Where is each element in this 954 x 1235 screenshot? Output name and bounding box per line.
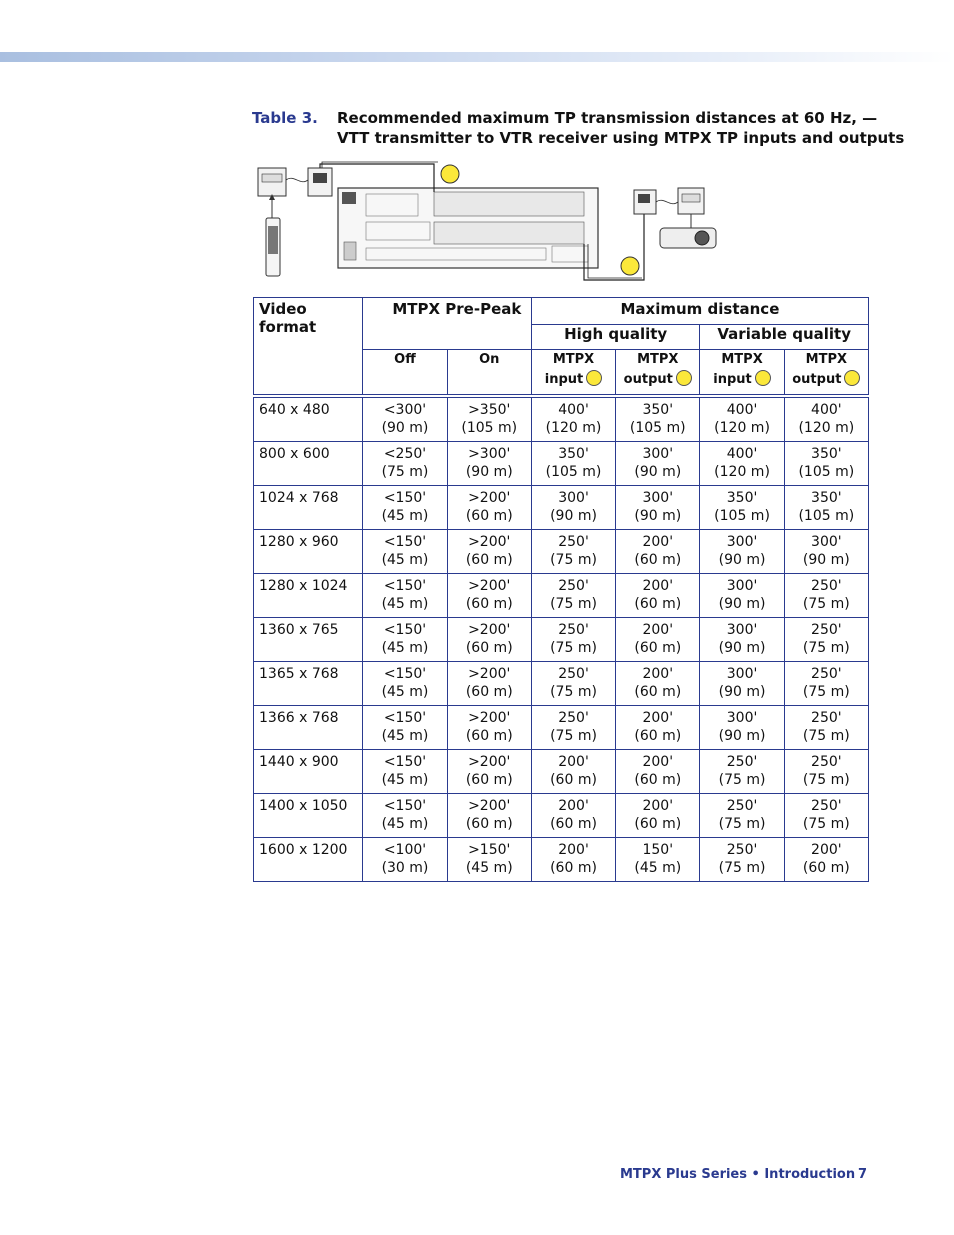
distance-cell-hq-in: 250' (75 m) bbox=[531, 618, 615, 662]
output-marker-icon bbox=[844, 370, 860, 386]
table-title-line-2: VTT transmitter to VTR receiver using MTPX TP inputs and outputs bbox=[337, 129, 905, 147]
distance-cell-vq-out: 250' (75 m) bbox=[784, 750, 868, 794]
distance-cell-on: >200' (60 m) bbox=[447, 530, 531, 574]
header-hq-input: MTPX input bbox=[531, 350, 615, 395]
distance-cell-off: <150' (45 m) bbox=[363, 750, 447, 794]
distance-cell-hq-out: 200' (60 m) bbox=[616, 750, 700, 794]
video-format-cell: 1024 x 768 bbox=[254, 486, 363, 530]
distance-cell-off: <150' (45 m) bbox=[363, 794, 447, 838]
header-high-quality: High quality bbox=[531, 325, 700, 350]
distance-cell-hq-in: 250' (75 m) bbox=[531, 706, 615, 750]
distance-cell-off: <150' (45 m) bbox=[363, 618, 447, 662]
header-max-distance: Maximum distance bbox=[531, 298, 868, 325]
distance-cell-hq-out: 150' (45 m) bbox=[616, 838, 700, 882]
distance-cell-hq-out: 300' (90 m) bbox=[616, 486, 700, 530]
distance-cell-hq-out: 200' (60 m) bbox=[616, 530, 700, 574]
distance-cell-on: >350' (105 m) bbox=[447, 398, 531, 442]
distance-cell-off: <150' (45 m) bbox=[363, 486, 447, 530]
input-marker-icon bbox=[586, 370, 602, 386]
distance-cell-vq-in: 350' (105 m) bbox=[700, 486, 784, 530]
table-row bbox=[254, 794, 869, 838]
distance-cell-vq-out: 350' (105 m) bbox=[784, 442, 868, 486]
distance-cell-vq-in: 250' (75 m) bbox=[700, 794, 784, 838]
table-row bbox=[254, 618, 869, 662]
distance-cell-off: <150' (45 m) bbox=[363, 706, 447, 750]
distance-cell-on: >200' (60 m) bbox=[447, 574, 531, 618]
distance-cell-hq-out: 350' (105 m) bbox=[616, 398, 700, 442]
table-row bbox=[254, 398, 869, 442]
input-marker-icon bbox=[441, 165, 459, 183]
video-format-cell: 1400 x 1050 bbox=[254, 794, 363, 838]
table-row bbox=[254, 706, 869, 750]
distance-cell-hq-out: 200' (60 m) bbox=[616, 662, 700, 706]
header-off: Off bbox=[363, 350, 447, 395]
table-body bbox=[254, 398, 869, 882]
distance-cell-off: <100' (30 m) bbox=[363, 838, 447, 882]
table-row bbox=[254, 530, 869, 574]
table-row bbox=[254, 574, 869, 618]
distance-cell-hq-in: 250' (75 m) bbox=[531, 662, 615, 706]
header-bar bbox=[0, 52, 954, 62]
distance-cell-off: <250' (75 m) bbox=[363, 442, 447, 486]
distance-cell-hq-in: 250' (75 m) bbox=[531, 530, 615, 574]
video-format-cell: 1600 x 1200 bbox=[254, 838, 363, 882]
header-vq-output: MTPX output bbox=[784, 350, 868, 395]
vtt-transmitter-icon bbox=[258, 168, 332, 196]
distance-cell-vq-in: 250' (75 m) bbox=[700, 838, 784, 882]
header-vq-input: MTPX input bbox=[700, 350, 784, 395]
distance-cell-on: >200' (60 m) bbox=[447, 618, 531, 662]
distance-cell-off: <150' (45 m) bbox=[363, 530, 447, 574]
footer-text: MTPX Plus Series • Introduction bbox=[620, 1167, 856, 1182]
video-format-cell: 1366 x 768 bbox=[254, 706, 363, 750]
distance-cell-vq-in: 400' (120 m) bbox=[700, 398, 784, 442]
video-format-cell: 1440 x 900 bbox=[254, 750, 363, 794]
output-marker-icon bbox=[621, 257, 639, 275]
distance-cell-vq-in: 250' (75 m) bbox=[700, 750, 784, 794]
table-row bbox=[254, 662, 869, 706]
distance-cell-vq-out: 250' (75 m) bbox=[784, 618, 868, 662]
laptop-icon bbox=[266, 194, 280, 276]
distance-cell-on: >200' (60 m) bbox=[447, 750, 531, 794]
distance-cell-on: >200' (60 m) bbox=[447, 486, 531, 530]
table-title-line-1: Recommended maximum TP transmission distances at 60 Hz, — bbox=[337, 109, 878, 127]
video-format-cell: 1360 x 765 bbox=[254, 618, 363, 662]
table-row bbox=[254, 442, 869, 486]
header-on: On bbox=[447, 350, 531, 395]
distance-cell-on: >300' (90 m) bbox=[447, 442, 531, 486]
distance-cell-vq-out: 250' (75 m) bbox=[784, 706, 868, 750]
table-row bbox=[254, 838, 869, 882]
distance-cell-off: <150' (45 m) bbox=[363, 662, 447, 706]
distance-cell-vq-out: 350' (105 m) bbox=[784, 486, 868, 530]
distance-cell-hq-out: 200' (60 m) bbox=[616, 794, 700, 838]
distance-cell-vq-in: 300' (90 m) bbox=[700, 662, 784, 706]
connection-diagram bbox=[254, 160, 724, 282]
distance-cell-hq-in: 200' (60 m) bbox=[531, 794, 615, 838]
distance-table bbox=[253, 297, 869, 882]
video-format-cell: 800 x 600 bbox=[254, 442, 363, 486]
distance-cell-vq-out: 400' (120 m) bbox=[784, 398, 868, 442]
header-hq-output: MTPX output bbox=[616, 350, 700, 395]
distance-cell-off: <300' (90 m) bbox=[363, 398, 447, 442]
video-format-cell: 1365 x 768 bbox=[254, 662, 363, 706]
distance-cell-off: <150' (45 m) bbox=[363, 574, 447, 618]
distance-cell-vq-out: 200' (60 m) bbox=[784, 838, 868, 882]
distance-cell-hq-out: 200' (60 m) bbox=[616, 706, 700, 750]
distance-cell-hq-in: 350' (105 m) bbox=[531, 442, 615, 486]
distance-cell-hq-out: 200' (60 m) bbox=[616, 618, 700, 662]
distance-cell-hq-in: 400' (120 m) bbox=[531, 398, 615, 442]
distance-cell-vq-in: 400' (120 m) bbox=[700, 442, 784, 486]
vtr-receiver-icon bbox=[634, 188, 704, 214]
distance-cell-vq-out: 250' (75 m) bbox=[784, 662, 868, 706]
video-format-cell: 1280 x 960 bbox=[254, 530, 363, 574]
distance-cell-on: >200' (60 m) bbox=[447, 794, 531, 838]
distance-cell-vq-out: 250' (75 m) bbox=[784, 574, 868, 618]
distance-cell-hq-in: 250' (75 m) bbox=[531, 574, 615, 618]
output-marker-icon bbox=[676, 370, 692, 386]
distance-cell-hq-in: 300' (90 m) bbox=[531, 486, 615, 530]
distance-cell-vq-in: 300' (90 m) bbox=[700, 530, 784, 574]
mtpx-switcher-icon bbox=[338, 188, 598, 268]
video-format-cell: 640 x 480 bbox=[254, 398, 363, 442]
distance-cell-vq-in: 300' (90 m) bbox=[700, 574, 784, 618]
distance-cell-on: >200' (60 m) bbox=[447, 662, 531, 706]
distance-cell-vq-in: 300' (90 m) bbox=[700, 618, 784, 662]
distance-cell-vq-in: 300' (90 m) bbox=[700, 706, 784, 750]
table-label: Table 3. bbox=[252, 109, 318, 127]
table-row bbox=[254, 750, 869, 794]
distance-cell-hq-out: 300' (90 m) bbox=[616, 442, 700, 486]
distance-cell-on: >200' (60 m) bbox=[447, 706, 531, 750]
distance-cell-vq-out: 250' (75 m) bbox=[784, 794, 868, 838]
distance-cell-vq-out: 300' (90 m) bbox=[784, 530, 868, 574]
distance-cell-hq-out: 200' (60 m) bbox=[616, 574, 700, 618]
distance-cell-on: >150' (45 m) bbox=[447, 838, 531, 882]
input-marker-icon bbox=[755, 370, 771, 386]
header-variable-quality: Variable quality bbox=[700, 325, 869, 350]
distance-cell-hq-in: 200' (60 m) bbox=[531, 838, 615, 882]
header-video-format: Video format bbox=[254, 298, 363, 395]
video-format-cell: 1280 x 1024 bbox=[254, 574, 363, 618]
projector-icon bbox=[660, 214, 716, 248]
page-number: 7 bbox=[858, 1167, 868, 1182]
header-pre-peak: MTPX Pre-Peak bbox=[363, 298, 532, 350]
distance-cell-hq-in: 200' (60 m) bbox=[531, 750, 615, 794]
table-row bbox=[254, 486, 869, 530]
